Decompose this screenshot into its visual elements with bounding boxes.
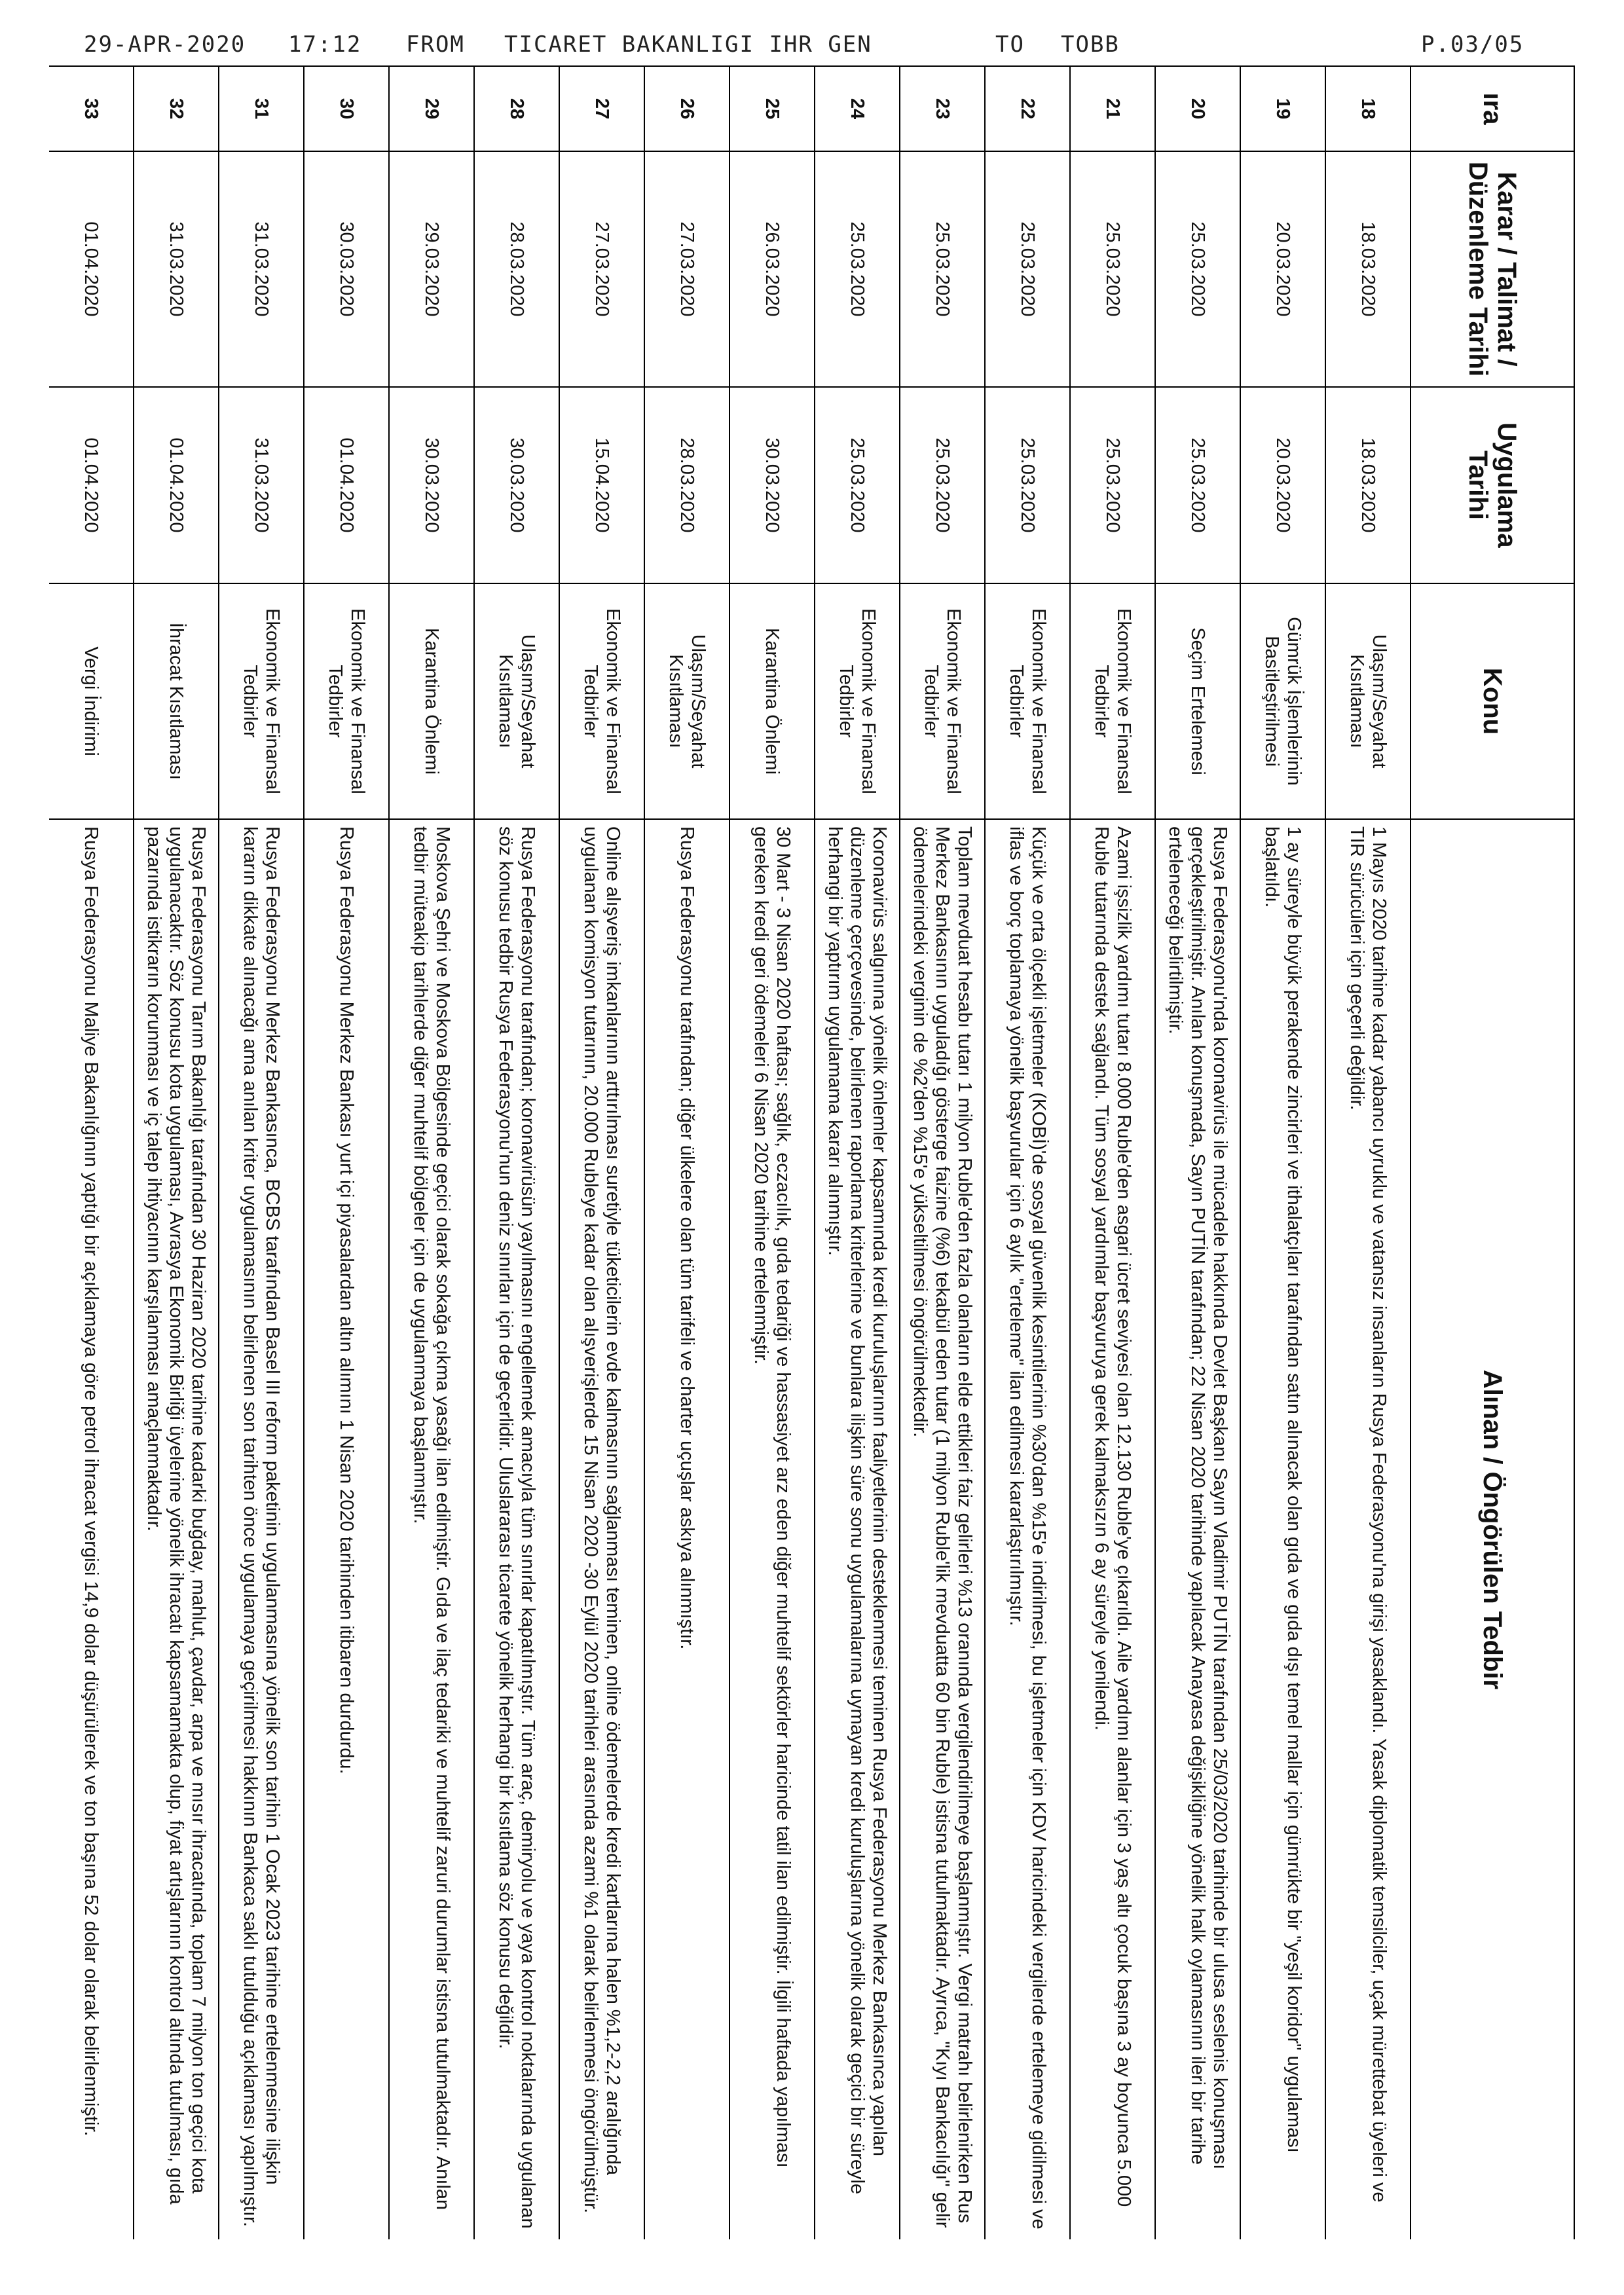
- decision-date-cell: 25.03.2020: [1070, 151, 1155, 387]
- topic-cell: Karantina Önlemi: [389, 583, 474, 819]
- row-number-cell: 18: [1325, 66, 1411, 151]
- topic-cell: Ekonomik ve Finansal Tedbirler: [815, 583, 900, 819]
- fax-time: 17:12: [288, 31, 362, 58]
- decision-date-cell: 30.03.2020: [304, 151, 389, 387]
- decision-date-cell: 27.03.2020: [559, 151, 644, 387]
- row-number-cell: 33: [49, 66, 134, 151]
- topic-cell: Ulaşım/Seyahat Kısıtlaması: [474, 583, 559, 819]
- application-date-cell: 30.03.2020: [729, 387, 815, 583]
- application-date-cell: 31.03.2020: [219, 387, 304, 583]
- application-date-cell: 28.03.2020: [644, 387, 729, 583]
- column-header-decision-date: Karar / Talimat / Düzenleme Tarihi: [1411, 151, 1574, 387]
- row-number-cell: 26: [644, 66, 729, 151]
- fax-page-number: P.03/05: [1421, 31, 1524, 58]
- decision-date-cell: 25.03.2020: [815, 151, 900, 387]
- measure-cell: Toplam mevduat hesabı tutarı 1 milyon Ruble'den fazla olanların elde ettikleri faiz gelirleri %13 oranında vergilendirilmeye başlanmıştır. Vergi matrahı belirlenirken Rus Merkez Bankasının uyguladığı gösterge faizine (%6) tekabül eden tutar (1 milyon Ruble'lik mevduatta 60 bin Ruble) istisna tutulmaktadır. Ayrıca, "Kıyı Bankacılığı" gelir ödemelerindeki verginin de %2'den %15'e yükseltilmesi öngörülmektedir.: [900, 819, 985, 2239]
- decision-date-cell: 25.03.2020: [1155, 151, 1240, 387]
- table-row: [1325, 66, 1411, 2239]
- measure-cell: Azami işsizlik yardımı tutarı 8.000 Ruble'den asgari ücret seviyesi olan 12.130 Ruble'ye çıkarıldı. Aile yardımı alanlar için 3 yaş altı çocuk başına 3 ay boyunca 5.000 Ruble tutarında destek sağlandı. Tüm sosyal yardımlar başvuruya gerek kalmaksızın 6 ay süreyle yenilendi.: [1070, 819, 1155, 2239]
- row-number-cell: 29: [389, 66, 474, 151]
- measure-cell: 1 Mayıs 2020 tarihine kadar yabancı uyruklu ve vatansız insanların Rusya Federasyonu'na girişi yasaklandı. Yasak diplomatik temsilciler, uçak mürettebat üyeleri ve TIR sürücüleri için geçerli değildir.: [1325, 819, 1411, 2239]
- row-number-cell: 32: [134, 66, 219, 151]
- decision-date-cell: 27.03.2020: [644, 151, 729, 387]
- table-row: [219, 66, 304, 2239]
- topic-cell: Ekonomik ve Finansal Tedbirler: [304, 583, 389, 819]
- table-row: [985, 66, 1070, 2239]
- measure-cell: Rusya Federasyonu Merkez Bankasınca, BCBS tarafından Basel III reform paketinin uygulanmasına yönelik son tarihin 1 Ocak 2023 tarihine ertelenmesine ilişkin kararın dikkate alınacağı ama anılan kriter uygulamasının belirlenen son tarihten önce uygulamaya geçirilmesi hakkının Bankaca saklı tutulduğu açıklaması yapılmıştır.: [219, 819, 304, 2239]
- topic-cell: Ekonomik ve Finansal Tedbirler: [900, 583, 985, 819]
- measure-cell: 1 ay süreyle büyük perakende zincirleri ve ithalatçıları tarafından satın alınacak olan gıda ve gıda dışı temel mallar için gümrükte bir "yeşil koridor" uygulaması başlatıldı.: [1240, 819, 1325, 2239]
- row-number-cell: 31: [219, 66, 304, 151]
- decision-date-cell: 31.03.2020: [134, 151, 219, 387]
- rotated-table-container: [49, 65, 1575, 2239]
- topic-cell: İhracat Kısıtlaması: [134, 583, 219, 819]
- measure-cell: Rusya Federasyonu Tarım Bakanlığı tarafından 30 Haziran 2020 tarihine kadarki buğday, mahlut, çavdar, arpa ve mısır ihracatında, toplam 7 milyon ton geçici kota uygulanacaktır. Söz konusu kota uygulaması, Avrasya Ekonomik Birliği üyelerine yönelik ihracatı kapsamamakta olup, fiyat artışlarının kontrol altında tutulması, gıda pazarında istikrarın korunması ve iç talep ihtiyacının karşılanması amaçlanmaktadır.: [134, 819, 219, 2239]
- decision-date-cell: 25.03.2020: [985, 151, 1070, 387]
- application-date-cell: 01.04.2020: [49, 387, 134, 583]
- decision-date-cell: 31.03.2020: [219, 151, 304, 387]
- application-date-cell: 25.03.2020: [985, 387, 1070, 583]
- topic-cell: Vergi İndirimi: [49, 583, 134, 819]
- application-date-cell: 01.04.2020: [304, 387, 389, 583]
- row-number-cell: 24: [815, 66, 900, 151]
- measure-cell: Rusya Federasyonu Maliye Bakanlığının yaptığı bir açıklamaya göre petrol ihracat vergisi 14,9 dolar düşürülerek ve ton başına 52 dolar olarak belirlenmiştir.: [49, 819, 134, 2239]
- row-number-cell: 23: [900, 66, 985, 151]
- application-date-cell: 25.03.2020: [815, 387, 900, 583]
- row-number-cell: 20: [1155, 66, 1240, 151]
- column-header-row-number: ıra: [1411, 66, 1574, 151]
- table-row: [815, 66, 900, 2239]
- row-number-cell: 21: [1070, 66, 1155, 151]
- decision-date-cell: 01.04.2020: [49, 151, 134, 387]
- application-date-cell: 15.04.2020: [559, 387, 644, 583]
- topic-cell: Ekonomik ve Finansal Tedbirler: [1070, 583, 1155, 819]
- fax-from: TICARET BAKANLIGI IHR GEN: [504, 31, 872, 58]
- measure-cell: Rusya Federasyonu Merkez Bankası yurt içi piyasalardan altın alımını 1 Nisan 2020 tarihinden itibaren durdurdu.: [304, 819, 389, 2239]
- application-date-cell: 25.03.2020: [1155, 387, 1240, 583]
- decision-date-cell: 28.03.2020: [474, 151, 559, 387]
- column-header-application-date: Uygulama Tarihi: [1411, 387, 1574, 583]
- application-date-cell: 01.04.2020: [134, 387, 219, 583]
- decision-date-cell: 20.03.2020: [1240, 151, 1325, 387]
- measure-cell: 30 Mart - 3 Nisan 2020 haftası; sağlık, eczacılık, gıda tedariği ve hassasiyet arz eden diğer muhtelif sektörler haricinde tatil ilan edilmiştir. İlgili haftada yapılması gereken kredi geri ödemeleri 6 Nisan 2020 tarihine ertelenmiştir.: [729, 819, 815, 2239]
- topic-cell: Ulaşım/Seyahat Kısıtlaması: [644, 583, 729, 819]
- fax-to: TOBB: [1061, 31, 1120, 58]
- table-body: [49, 66, 1411, 2239]
- application-date-cell: 18.03.2020: [1325, 387, 1411, 583]
- measure-cell: Online alışveriş imkanlarının arttırılması suretiyle tüketicilerin evde kalmasının sağlanması teminen, online ödemelerde kredi kartlarına halen %1,2-2,2 aralığında uygulanan komisyon tutarının, 20.000 Rubleye kadar olan alışverişlerde 15 Nisan 2020 -30 Eylül 2020 tarihleri arasında azami %1 olarak belirlenmesi öngörülmüştür.: [559, 819, 644, 2239]
- table-header-row: [1411, 66, 1574, 2239]
- topic-cell: Karantina Önlemi: [729, 583, 815, 819]
- fax-transmission-header: [0, 0, 1624, 72]
- rotated-page-area: [49, 65, 1575, 2239]
- column-header-measure: Alınan / Öngörülen Tedbir: [1411, 819, 1574, 2239]
- table-row: [729, 66, 815, 2239]
- fax-to-label: TO: [995, 31, 1025, 58]
- measure-cell: Küçük ve orta ölçekli işletmeler (KOBİ)'de sosyal güvenlik kesintilerinin %30'dan %15'e indirilmesi, bu işletmeler için KDV haricindeki vergilerde ertelemeye gidilmesi ve iflas ve borç toplamaya yönelik başvurular için 6 aylık "erteleme" ilan edilmesi kararlaştırılmıştır.: [985, 819, 1070, 2239]
- application-date-cell: 25.03.2020: [900, 387, 985, 583]
- table-row: [644, 66, 729, 2239]
- table-row: [559, 66, 644, 2239]
- topic-cell: Gümrük İşlemlerinin Basitleştirilmesi: [1240, 583, 1325, 819]
- measure-cell: Moskova Şehri ve Moskova Bölgesinde geçici olarak sokağa çıkma yasağı ilan edilmiştir. Gıda ve ilaç tedariki ve muhtelif zaruri durumlar istisna tutulmaktadır. Anılan tedbir müteakip tarihlerde diğer muhtelif bölgeler için de uygulanmaya başlanmıştır.: [389, 819, 474, 2239]
- table-row: [389, 66, 474, 2239]
- table-row: [134, 66, 219, 2239]
- row-number-cell: 27: [559, 66, 644, 151]
- topic-cell: Ekonomik ve Finansal Tedbirler: [985, 583, 1070, 819]
- table-row: [1240, 66, 1325, 2239]
- measure-cell: Rusya Federasyonu tarafından; koronavirüsün yayılmasını engellemek amacıyla tüm sınırlar kapatılmıştır. Tüm araç, demiryolu ve yaya kontrol noktalarında uygulanan söz konusu tedbir Rusya Federasyonu'nun deniz sınırları için de geçerlidir. Uluslararası ticarete yönelik herhangi bir kısıtlama söz konusu değildir.: [474, 819, 559, 2239]
- row-number-cell: 28: [474, 66, 559, 151]
- table-row: [900, 66, 985, 2239]
- row-number-cell: 22: [985, 66, 1070, 151]
- application-date-cell: 30.03.2020: [474, 387, 559, 583]
- decision-date-cell: 29.03.2020: [389, 151, 474, 387]
- row-number-cell: 30: [304, 66, 389, 151]
- fax-from-label: FROM: [406, 31, 465, 58]
- measure-cell: Rusya Federasyonu'nda koronavirüs ile mücadele hakkında Devlet Başkanı Sayın Vladimir PUTİN tarafından 25/03/2020 tarihinde bir ulusa seslenis konuşması gerçekleştirilmiştir. Anılan konuşmada, Sayın PUTİN tarafından; 22 Nisan 2020 tarihinde yapılacak Anayasa değişikliğine yönelik halk oylamasının ileri bir tarihe erteleneceği belirtilmiştir.: [1155, 819, 1240, 2239]
- decision-date-cell: 25.03.2020: [900, 151, 985, 387]
- fax-date: 29-APR-2020: [84, 31, 246, 58]
- table-row: [304, 66, 389, 2239]
- column-header-topic: Konu: [1411, 583, 1574, 819]
- application-date-cell: 20.03.2020: [1240, 387, 1325, 583]
- topic-cell: Ekonomik ve Finansal Tedbirler: [559, 583, 644, 819]
- measure-cell: Rusya Federasyonu tarafından; diğer ülkelere olan tüm tarifeli ve charter uçuşlar askıya alınmıştır.: [644, 819, 729, 2239]
- decision-date-cell: 26.03.2020: [729, 151, 815, 387]
- table-row: [474, 66, 559, 2239]
- topic-cell: Seçim Ertelemesi: [1155, 583, 1240, 819]
- table-row: [1155, 66, 1240, 2239]
- application-date-cell: 30.03.2020: [389, 387, 474, 583]
- topic-cell: Ekonomik ve Finansal Tedbirler: [219, 583, 304, 819]
- decision-date-cell: 18.03.2020: [1325, 151, 1411, 387]
- table-row: [1070, 66, 1155, 2239]
- measure-cell: Koronavirüs salgınına yönelik önlemler kapsamında kredi kuruluşlarının faaliyetlerinin desteklenmesi teminen Rusya Federasyonu Merkez Bankasınca yapılan düzenleme çerçevesinde, belirlenen raporlama kriterlerine ve bunlara ilişkin süre sonu uygulamalarına uymayan kredi kuruluşlarına yönelik olarak geçici bir süreyle herhangi bir yaptırım uygulamama kararı alınmıştır.: [815, 819, 900, 2239]
- topic-cell: Ulaşım/Seyahat Kısıtlaması: [1325, 583, 1411, 819]
- row-number-cell: 25: [729, 66, 815, 151]
- table-row: [49, 66, 134, 2239]
- application-date-cell: 25.03.2020: [1070, 387, 1155, 583]
- row-number-cell: 19: [1240, 66, 1325, 151]
- measures-table: [49, 65, 1575, 2239]
